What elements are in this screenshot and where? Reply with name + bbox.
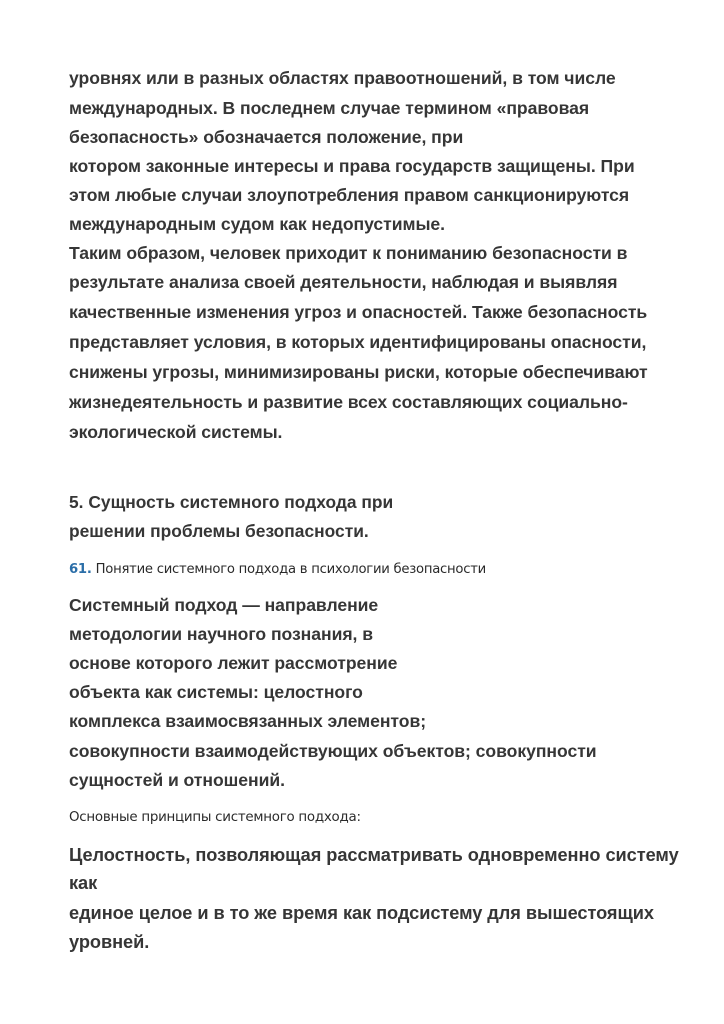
subheading <box>69 562 486 577</box>
paragraph-line: котором законные интересы и права государств защищены. При <box>69 156 635 176</box>
definition-line: методологии научного познания, в <box>69 624 373 644</box>
paragraph-line: безопасность» обозначается положение, при <box>69 127 464 147</box>
subheading-number: 61. <box>69 562 92 577</box>
definition-line: сущностей и отношений. <box>69 770 285 790</box>
paragraph-line: Таким образом, человек приходит к пониманию безопасности в <box>69 243 628 263</box>
principle-line: как <box>69 873 98 893</box>
paragraph-line: международных. В последнем случае термином «правовая <box>69 98 590 118</box>
section-heading-line: решении проблемы безопасности. <box>69 521 369 541</box>
definition-line: основе которого лежит рассмотрение <box>69 653 398 673</box>
paragraph-line: жизнедеятельность и развитие всех составляющих социально- <box>69 392 628 412</box>
paragraph-line: результате анализа своей деятельности, наблюдая и выявляя <box>69 272 618 292</box>
paragraph-line: снижены угрозы, минимизированы риски, которые обеспечивают <box>69 362 648 382</box>
principle-line: уровней. <box>69 932 150 952</box>
definition-line: объекта как системы: целостного <box>69 682 363 702</box>
paragraph-line: качественные изменения угроз и опасностей. Также безопасность <box>69 302 648 322</box>
principle-line: единое целое и в то же время как подсистему для вышестоящих <box>69 903 654 923</box>
paragraph-line: представляет условия, в которых идентифицированы опасности, <box>69 332 647 352</box>
paragraph-line: этом любые случаи злоупотребления правом санкционируются <box>69 185 630 205</box>
paragraph-line: международным судом как недопустимые. <box>69 214 445 234</box>
section-heading-line: 5. Сущность системного подхода при <box>69 492 394 512</box>
principle-line: Целостность, позволяющая рассматривать одновременно систему <box>69 845 679 865</box>
definition-line: Системный подход — направление <box>69 595 379 615</box>
definition-line: совокупности взаимодействующих объектов; совокупности <box>69 741 597 761</box>
principles-label: Основные принципы системного подхода: <box>69 810 361 825</box>
paragraph-line: экологической системы. <box>69 422 283 442</box>
definition-line: комплекса взаимосвязанных элементов; <box>69 711 427 731</box>
paragraph-line: уровнях или в разных областях правоотношений, в том числе <box>69 68 616 88</box>
subheading-text: Понятие системного подхода в психологии безопасности <box>95 562 487 577</box>
